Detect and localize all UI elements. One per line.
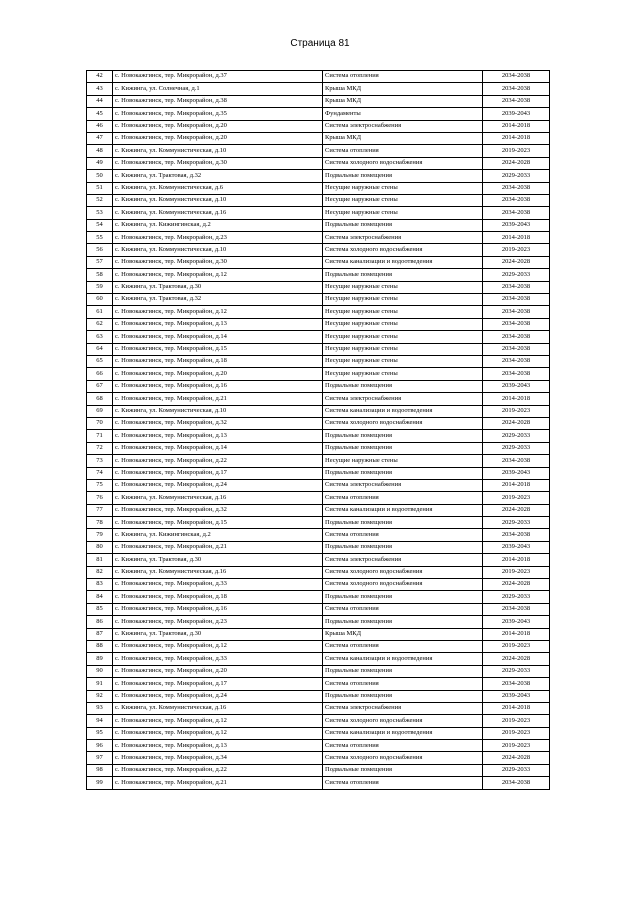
address-cell: с. Кижинга, ул. Коммунистическая, д.10 xyxy=(113,405,323,417)
repair-period-cell: 2029-2033 xyxy=(483,442,550,454)
table-row xyxy=(87,71,550,83)
repair-period-cell: 2034-2038 xyxy=(483,318,550,330)
building-element-cell: Система канализации и водоотведения xyxy=(323,653,483,665)
table-row xyxy=(87,764,550,776)
row-number-cell: 73 xyxy=(87,455,113,467)
repair-period-cell: 2029-2033 xyxy=(483,517,550,529)
repair-period-cell: 2024-2028 xyxy=(483,417,550,429)
building-element-cell: Несущие наружные стены xyxy=(323,194,483,206)
address-cell: с. Новокажгинск, тер. Микрорайон, д.20 xyxy=(113,120,323,132)
table-row xyxy=(87,591,550,603)
table-row xyxy=(87,182,550,194)
row-number-cell: 99 xyxy=(87,777,113,789)
building-element-cell: Система электроснабжения xyxy=(323,479,483,491)
building-element-cell: Система отопления xyxy=(323,492,483,504)
table-row xyxy=(87,517,550,529)
address-cell: с. Кижинга, ул. Трактовая, д.30 xyxy=(113,281,323,293)
table-row xyxy=(87,690,550,702)
address-cell: с. Новокажгинск, тер. Микрорайон, д.21 xyxy=(113,541,323,553)
row-number-cell: 83 xyxy=(87,579,113,591)
building-element-cell: Несущие наружные стены xyxy=(323,281,483,293)
table-row xyxy=(87,207,550,219)
address-cell: с. Кижинга, ул. Трактовая, д.32 xyxy=(113,294,323,306)
row-number-cell: 56 xyxy=(87,244,113,256)
address-cell: с. Новокажгинск, тер. Микрорайон, д.14 xyxy=(113,331,323,343)
building-element-cell: Крыша МКД xyxy=(323,83,483,95)
row-number-cell: 60 xyxy=(87,294,113,306)
row-number-cell: 48 xyxy=(87,145,113,157)
repair-period-cell: 2019-2023 xyxy=(483,740,550,752)
address-cell: с. Кижинга, ул. Коммунистическая, д.16 xyxy=(113,492,323,504)
table-row xyxy=(87,132,550,144)
table-row xyxy=(87,281,550,293)
address-cell: с. Кижинга, ул. Коммунистическая, д.6 xyxy=(113,182,323,194)
building-element-cell: Подвальные помещения xyxy=(323,764,483,776)
row-number-cell: 72 xyxy=(87,442,113,454)
repair-period-cell: 2034-2038 xyxy=(483,182,550,194)
address-cell: с. Новокажгинск, тер. Микрорайон, д.23 xyxy=(113,232,323,244)
row-number-cell: 76 xyxy=(87,492,113,504)
table-row xyxy=(87,628,550,640)
repair-period-cell: 2034-2038 xyxy=(483,529,550,541)
repair-period-cell: 2034-2038 xyxy=(483,368,550,380)
table-row xyxy=(87,219,550,231)
building-element-cell: Крыша МКД xyxy=(323,132,483,144)
address-cell: с. Новокажгинск, тер. Микрорайон, д.32 xyxy=(113,504,323,516)
building-element-cell: Несущие наружные стены xyxy=(323,294,483,306)
address-cell: с. Новокажгинск, тер. Микрорайон, д.33 xyxy=(113,653,323,665)
building-element-cell: Несущие наружные стены xyxy=(323,182,483,194)
row-number-cell: 68 xyxy=(87,393,113,405)
row-number-cell: 64 xyxy=(87,343,113,355)
row-number-cell: 59 xyxy=(87,281,113,293)
repair-period-cell: 2034-2038 xyxy=(483,777,550,789)
building-element-cell: Система холодного водоснабжения xyxy=(323,244,483,256)
building-element-cell: Система холодного водоснабжения xyxy=(323,417,483,429)
address-cell: с. Кижинга, ул. Коммунистическая, д.16 xyxy=(113,702,323,714)
table-row xyxy=(87,244,550,256)
repair-period-cell: 2034-2038 xyxy=(483,95,550,107)
repair-period-cell: 2029-2033 xyxy=(483,665,550,677)
table-row xyxy=(87,108,550,120)
repair-period-cell: 2034-2038 xyxy=(483,281,550,293)
repair-period-cell: 2034-2038 xyxy=(483,306,550,318)
row-number-cell: 52 xyxy=(87,194,113,206)
table-row xyxy=(87,269,550,281)
repair-period-cell: 2034-2038 xyxy=(483,71,550,83)
table-row xyxy=(87,157,550,169)
row-number-cell: 70 xyxy=(87,417,113,429)
row-number-cell: 47 xyxy=(87,132,113,144)
building-element-cell: Крыша МКД xyxy=(323,95,483,107)
table-row xyxy=(87,640,550,652)
repair-period-cell: 2039-2043 xyxy=(483,380,550,392)
repair-period-cell: 2014-2018 xyxy=(483,554,550,566)
address-cell: с. Новокажгинск, тер. Микрорайон, д.24 xyxy=(113,690,323,702)
row-number-cell: 50 xyxy=(87,170,113,182)
address-cell: с. Новокажгинск, тер. Микрорайон, д.20 xyxy=(113,132,323,144)
address-cell: с. Кижинга, ул. Солнечная, д.1 xyxy=(113,83,323,95)
building-element-cell: Несущие наружные стены xyxy=(323,455,483,467)
address-cell: с. Новокажгинск, тер. Микрорайон, д.30 xyxy=(113,256,323,268)
address-cell: с. Новокажгинск, тер. Микрорайон, д.35 xyxy=(113,108,323,120)
table-row xyxy=(87,752,550,764)
building-element-cell: Подвальные помещения xyxy=(323,616,483,628)
building-element-cell: Система электроснабжения xyxy=(323,554,483,566)
address-cell: с. Новокажгинск, тер. Микрорайон, д.12 xyxy=(113,269,323,281)
table-row xyxy=(87,417,550,429)
row-number-cell: 82 xyxy=(87,566,113,578)
address-cell: с. Кижинга, ул. Коммунистическая, д.10 xyxy=(113,145,323,157)
repair-period-cell: 2019-2023 xyxy=(483,244,550,256)
address-cell: с. Кижинга, ул. Коммунистическая, д.16 xyxy=(113,566,323,578)
address-cell: с. Кижинга, ул. Трактовая, д.30 xyxy=(113,554,323,566)
row-number-cell: 79 xyxy=(87,529,113,541)
row-number-cell: 65 xyxy=(87,355,113,367)
repair-period-cell: 2014-2018 xyxy=(483,232,550,244)
repair-period-cell: 2029-2033 xyxy=(483,591,550,603)
row-number-cell: 84 xyxy=(87,591,113,603)
table-row xyxy=(87,331,550,343)
table-row xyxy=(87,442,550,454)
table-row xyxy=(87,479,550,491)
row-number-cell: 46 xyxy=(87,120,113,132)
repair-period-cell: 2039-2043 xyxy=(483,467,550,479)
row-number-cell: 62 xyxy=(87,318,113,330)
repair-period-cell: 2034-2038 xyxy=(483,603,550,615)
repair-period-cell: 2034-2038 xyxy=(483,331,550,343)
row-number-cell: 86 xyxy=(87,616,113,628)
row-number-cell: 42 xyxy=(87,71,113,83)
table-row xyxy=(87,393,550,405)
table-row xyxy=(87,294,550,306)
address-cell: с. Новокажгинск, тер. Микрорайон, д.38 xyxy=(113,95,323,107)
table-row xyxy=(87,579,550,591)
building-element-cell: Подвальные помещения xyxy=(323,442,483,454)
repair-period-cell: 2034-2038 xyxy=(483,194,550,206)
building-element-cell: Система отопления xyxy=(323,529,483,541)
table-row xyxy=(87,616,550,628)
row-number-cell: 58 xyxy=(87,269,113,281)
address-cell: с. Новокажгинск, тер. Микрорайон, д.12 xyxy=(113,727,323,739)
row-number-cell: 81 xyxy=(87,554,113,566)
address-cell: с. Новокажгинск, тер. Микрорайон, д.37 xyxy=(113,71,323,83)
row-number-cell: 49 xyxy=(87,157,113,169)
address-cell: с. Новокажгинск, тер. Микрорайон, д.34 xyxy=(113,752,323,764)
repair-period-cell: 2034-2038 xyxy=(483,343,550,355)
address-cell: с. Кижинга, ул. Кижингинская, д.2 xyxy=(113,529,323,541)
table-row xyxy=(87,541,550,553)
table-row xyxy=(87,529,550,541)
address-cell: с. Новокажгинск, тер. Микрорайон, д.18 xyxy=(113,591,323,603)
building-element-cell: Система отопления xyxy=(323,603,483,615)
table-row xyxy=(87,256,550,268)
repair-period-cell: 2039-2043 xyxy=(483,541,550,553)
table-row xyxy=(87,492,550,504)
repair-period-cell: 2034-2038 xyxy=(483,678,550,690)
building-element-cell: Система канализации и водоотведения xyxy=(323,405,483,417)
row-number-cell: 97 xyxy=(87,752,113,764)
table-body xyxy=(87,71,550,790)
building-element-cell: Несущие наружные стены xyxy=(323,306,483,318)
building-element-cell: Система электроснабжения xyxy=(323,120,483,132)
row-number-cell: 78 xyxy=(87,517,113,529)
address-cell: с. Новокажгинск, тер. Микрорайон, д.30 xyxy=(113,157,323,169)
address-cell: с. Кижинга, ул. Кижингинская, д.2 xyxy=(113,219,323,231)
repair-period-cell: 2034-2038 xyxy=(483,455,550,467)
table-row xyxy=(87,566,550,578)
building-element-cell: Система отопления xyxy=(323,740,483,752)
building-element-cell: Несущие наружные стены xyxy=(323,355,483,367)
repair-period-cell: 2014-2018 xyxy=(483,393,550,405)
repair-period-cell: 2014-2018 xyxy=(483,132,550,144)
repair-period-cell: 2029-2033 xyxy=(483,170,550,182)
row-number-cell: 87 xyxy=(87,628,113,640)
address-cell: с. Кижинга, ул. Коммунистическая, д.10 xyxy=(113,244,323,256)
repair-period-cell: 2014-2018 xyxy=(483,628,550,640)
address-cell: с. Новокажгинск, тер. Микрорайон, д.14 xyxy=(113,442,323,454)
row-number-cell: 69 xyxy=(87,405,113,417)
row-number-cell: 67 xyxy=(87,380,113,392)
building-element-cell: Подвальные помещения xyxy=(323,665,483,677)
building-element-cell: Подвальные помещения xyxy=(323,591,483,603)
building-element-cell: Несущие наружные стены xyxy=(323,331,483,343)
address-cell: с. Новокажгинск, тер. Микрорайон, д.15 xyxy=(113,343,323,355)
building-element-cell: Система канализации и водоотведения xyxy=(323,504,483,516)
address-cell: с. Новокажгинск, тер. Микрорайон, д.20 xyxy=(113,665,323,677)
row-number-cell: 93 xyxy=(87,702,113,714)
row-number-cell: 88 xyxy=(87,640,113,652)
address-cell: с. Новокажгинск, тер. Микрорайон, д.17 xyxy=(113,467,323,479)
building-element-cell: Несущие наружные стены xyxy=(323,343,483,355)
table-row xyxy=(87,83,550,95)
repair-period-cell: 2034-2038 xyxy=(483,294,550,306)
building-element-cell: Подвальные помещения xyxy=(323,541,483,553)
row-number-cell: 96 xyxy=(87,740,113,752)
address-cell: с. Новокажгинск, тер. Микрорайон, д.16 xyxy=(113,380,323,392)
building-element-cell: Несущие наружные стены xyxy=(323,207,483,219)
table-row xyxy=(87,740,550,752)
address-cell: с. Новокажгинск, тер. Микрорайон, д.13 xyxy=(113,740,323,752)
table-row xyxy=(87,405,550,417)
repair-period-cell: 2039-2043 xyxy=(483,616,550,628)
table-row xyxy=(87,665,550,677)
row-number-cell: 80 xyxy=(87,541,113,553)
building-element-cell: Подвальные помещения xyxy=(323,467,483,479)
repair-period-cell: 2024-2028 xyxy=(483,157,550,169)
building-element-cell: Система электроснабжения xyxy=(323,232,483,244)
row-number-cell: 94 xyxy=(87,715,113,727)
row-number-cell: 43 xyxy=(87,83,113,95)
row-number-cell: 98 xyxy=(87,764,113,776)
table-row xyxy=(87,678,550,690)
address-cell: с. Новокажгинск, тер. Микрорайон, д.17 xyxy=(113,678,323,690)
repair-period-cell: 2019-2023 xyxy=(483,727,550,739)
building-element-cell: Система холодного водоснабжения xyxy=(323,579,483,591)
address-cell: с. Новокажгинск, тер. Микрорайон, д.24 xyxy=(113,479,323,491)
building-element-cell: Система отопления xyxy=(323,640,483,652)
row-number-cell: 44 xyxy=(87,95,113,107)
table-row xyxy=(87,455,550,467)
building-element-cell: Несущие наружные стены xyxy=(323,368,483,380)
building-element-cell: Система электроснабжения xyxy=(323,393,483,405)
row-number-cell: 57 xyxy=(87,256,113,268)
repair-period-cell: 2019-2023 xyxy=(483,405,550,417)
building-element-cell: Крыша МКД xyxy=(323,628,483,640)
repair-period-cell: 2014-2018 xyxy=(483,479,550,491)
address-cell: с. Новокажгинск, тер. Микрорайон, д.15 xyxy=(113,517,323,529)
table-row xyxy=(87,145,550,157)
building-element-cell: Подвальные помещения xyxy=(323,380,483,392)
address-cell: с. Кижинга, ул. Коммунистическая, д.10 xyxy=(113,194,323,206)
address-cell: с. Новокажгинск, тер. Микрорайон, д.16 xyxy=(113,603,323,615)
address-cell: с. Новокажгинск, тер. Микрорайон, д.12 xyxy=(113,715,323,727)
table-row xyxy=(87,554,550,566)
row-number-cell: 61 xyxy=(87,306,113,318)
address-cell: с. Новокажгинск, тер. Микрорайон, д.13 xyxy=(113,430,323,442)
repair-period-cell: 2029-2033 xyxy=(483,269,550,281)
building-element-cell: Система отопления xyxy=(323,678,483,690)
building-element-cell: Подвальные помещения xyxy=(323,690,483,702)
repair-period-cell: 2019-2023 xyxy=(483,715,550,727)
table-row xyxy=(87,170,550,182)
table-row xyxy=(87,355,550,367)
building-element-cell: Система холодного водоснабжения xyxy=(323,157,483,169)
row-number-cell: 89 xyxy=(87,653,113,665)
address-cell: с. Новокажгинск, тер. Микрорайон, д.12 xyxy=(113,306,323,318)
row-number-cell: 54 xyxy=(87,219,113,231)
address-cell: с. Новокажгинск, тер. Микрорайон, д.21 xyxy=(113,777,323,789)
address-cell: с. Новокажгинск, тер. Микрорайон, д.13 xyxy=(113,318,323,330)
building-element-cell: Система канализации и водоотведения xyxy=(323,727,483,739)
repair-period-cell: 2014-2018 xyxy=(483,120,550,132)
building-element-cell: Фундаменты xyxy=(323,108,483,120)
repair-period-cell: 2014-2018 xyxy=(483,702,550,714)
row-number-cell: 95 xyxy=(87,727,113,739)
address-cell: с. Новокажгинск, тер. Микрорайон, д.22 xyxy=(113,764,323,776)
table-row xyxy=(87,368,550,380)
address-cell: с. Новокажгинск, тер. Микрорайон, д.32 xyxy=(113,417,323,429)
row-number-cell: 63 xyxy=(87,331,113,343)
table-row xyxy=(87,727,550,739)
repair-period-cell: 2024-2028 xyxy=(483,752,550,764)
table-row xyxy=(87,603,550,615)
row-number-cell: 45 xyxy=(87,108,113,120)
repair-period-cell: 2024-2028 xyxy=(483,504,550,516)
address-cell: с. Новокажгинск, тер. Микрорайон, д.18 xyxy=(113,355,323,367)
repair-period-cell: 2029-2033 xyxy=(483,430,550,442)
repair-period-cell: 2039-2043 xyxy=(483,108,550,120)
repair-period-cell: 2019-2023 xyxy=(483,566,550,578)
repair-period-cell: 2019-2023 xyxy=(483,492,550,504)
row-number-cell: 74 xyxy=(87,467,113,479)
table-row xyxy=(87,343,550,355)
page-title: Страница 81 xyxy=(290,38,350,49)
repair-schedule-table xyxy=(86,70,550,790)
table-row xyxy=(87,777,550,789)
building-element-cell: Система отопления xyxy=(323,777,483,789)
table-row xyxy=(87,120,550,132)
table-row xyxy=(87,318,550,330)
address-cell: с. Новокажгинск, тер. Микрорайон, д.12 xyxy=(113,640,323,652)
building-element-cell: Система отопления xyxy=(323,145,483,157)
building-element-cell: Система канализации и водоотведения xyxy=(323,256,483,268)
repair-period-cell: 2034-2038 xyxy=(483,83,550,95)
address-cell: с. Новокажгинск, тер. Микрорайон, д.23 xyxy=(113,616,323,628)
table-row xyxy=(87,380,550,392)
address-cell: с. Новокажгинск, тер. Микрорайон, д.33 xyxy=(113,579,323,591)
building-element-cell: Система холодного водоснабжения xyxy=(323,566,483,578)
repair-period-cell: 2024-2028 xyxy=(483,579,550,591)
address-cell: с. Новокажгинск, тер. Микрорайон, д.20 xyxy=(113,368,323,380)
address-cell: с. Кижинга, ул. Трактовая, д.32 xyxy=(113,170,323,182)
table-row xyxy=(87,715,550,727)
building-element-cell: Несущие наружные стены xyxy=(323,318,483,330)
address-cell: с. Новокажгинск, тер. Микрорайон, д.21 xyxy=(113,393,323,405)
row-number-cell: 75 xyxy=(87,479,113,491)
repair-period-cell: 2034-2038 xyxy=(483,207,550,219)
building-element-cell: Система электроснабжения xyxy=(323,702,483,714)
building-element-cell: Подвальные помещения xyxy=(323,219,483,231)
address-cell: с. Кижинга, ул. Трактовая, д.30 xyxy=(113,628,323,640)
building-element-cell: Система отопления xyxy=(323,71,483,83)
row-number-cell: 85 xyxy=(87,603,113,615)
address-cell: с. Кижинга, ул. Коммунистическая, д.16 xyxy=(113,207,323,219)
row-number-cell: 77 xyxy=(87,504,113,516)
table-row xyxy=(87,467,550,479)
table-row xyxy=(87,95,550,107)
table-row xyxy=(87,653,550,665)
building-element-cell: Подвальные помещения xyxy=(323,517,483,529)
repair-period-cell: 2024-2028 xyxy=(483,653,550,665)
address-cell: с. Новокажгинск, тер. Микрорайон, д.22 xyxy=(113,455,323,467)
row-number-cell: 55 xyxy=(87,232,113,244)
row-number-cell: 71 xyxy=(87,430,113,442)
table-row xyxy=(87,232,550,244)
building-element-cell: Подвальные помещения xyxy=(323,170,483,182)
building-element-cell: Подвальные помещения xyxy=(323,430,483,442)
repair-period-cell: 2019-2023 xyxy=(483,145,550,157)
repair-period-cell: 2019-2023 xyxy=(483,640,550,652)
row-number-cell: 92 xyxy=(87,690,113,702)
repair-period-cell: 2029-2033 xyxy=(483,764,550,776)
row-number-cell: 66 xyxy=(87,368,113,380)
repair-period-cell: 2039-2043 xyxy=(483,690,550,702)
repair-period-cell: 2039-2043 xyxy=(483,219,550,231)
building-element-cell: Система холодного водоснабжения xyxy=(323,715,483,727)
table-row xyxy=(87,702,550,714)
repair-period-cell: 2034-2038 xyxy=(483,355,550,367)
table-row xyxy=(87,306,550,318)
building-element-cell: Подвальные помещения xyxy=(323,269,483,281)
row-number-cell: 90 xyxy=(87,665,113,677)
row-number-cell: 91 xyxy=(87,678,113,690)
row-number-cell: 53 xyxy=(87,207,113,219)
table-row xyxy=(87,504,550,516)
row-number-cell: 51 xyxy=(87,182,113,194)
table-row xyxy=(87,430,550,442)
building-element-cell: Система холодного водоснабжения xyxy=(323,752,483,764)
table-row xyxy=(87,194,550,206)
repair-period-cell: 2024-2028 xyxy=(483,256,550,268)
